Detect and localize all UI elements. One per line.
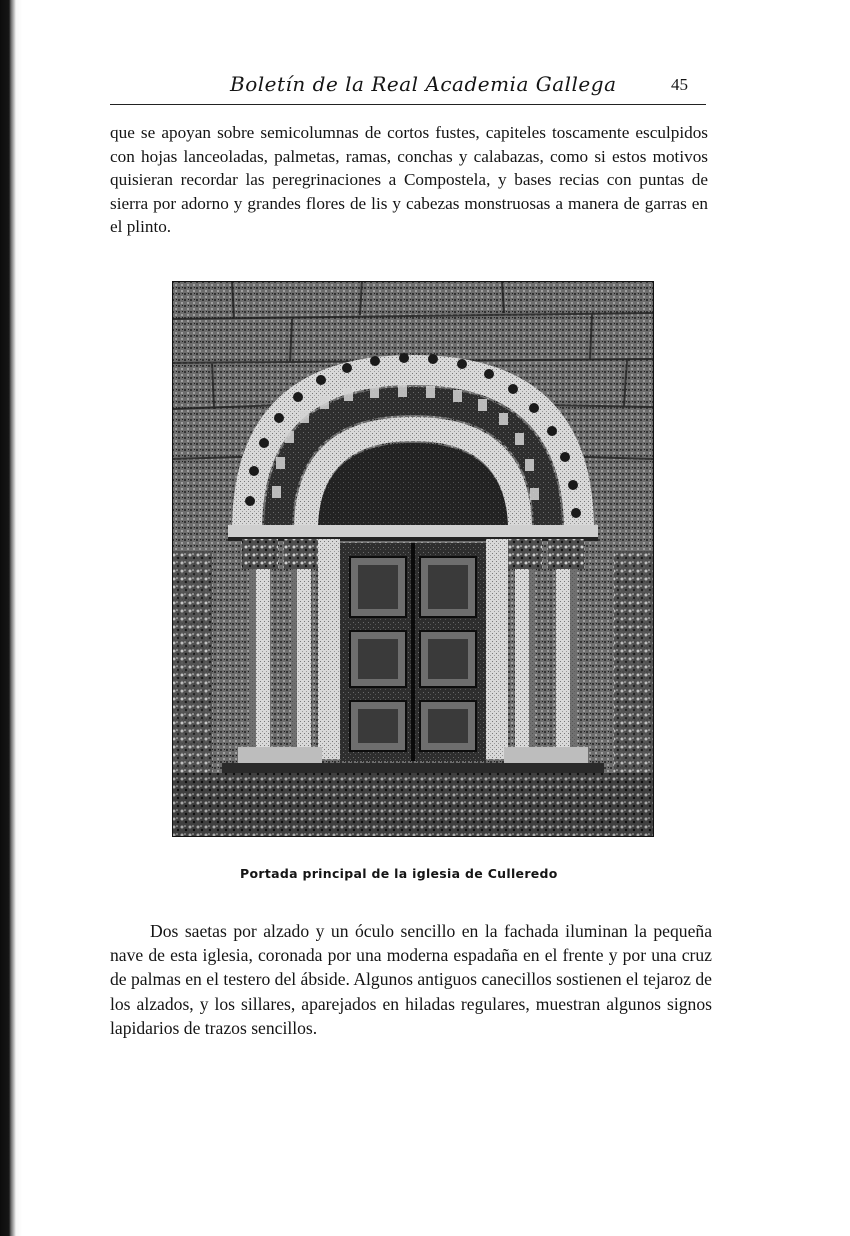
jamb-left — [318, 539, 340, 759]
page-binding-edge — [0, 0, 22, 1236]
capital-right-outer — [548, 539, 584, 569]
plinth — [222, 763, 604, 773]
capital-right-inner — [508, 539, 542, 569]
jamb-right — [486, 539, 508, 759]
impost-band — [228, 525, 598, 539]
capital-left-outer — [242, 539, 278, 569]
page-number: 45 — [671, 75, 688, 94]
paragraph-top: que se apoyan sobre semicolumnas de cortos fustes, capiteles toscamente esculpidos con hojas lanceoladas, palmetas, ramas, conchas y calabazas, como si estos motivos quisieran recordar las peregrinaciones a Compostela, y bases recias con puntas de sierra por adorno y grandes flores de lis y cabezas monstruosas a manera de garras en el plinto. — [110, 123, 708, 236]
figure-caption: Portada principal de la iglesia de Culleredo — [240, 866, 558, 881]
capital-left-inner — [284, 539, 318, 569]
base-left — [238, 747, 322, 763]
paragraph-bottom: Dos saetas por alzado y un óculo sencillo en la fachada iluminan la pequeña nave de esta iglesia, coronada por una moderna espadaña en el frente y por una cruz de palmas en el testero del ábside. Algunos antiguos canecillos sostienen el tejaroz de los alzados, y los sillares, aparejados en hiladas regulares, muestran algunos signos lapidarios de trazos sencillos. — [110, 921, 712, 1038]
page-header — [110, 70, 706, 105]
base-right — [504, 747, 588, 763]
journal-title: Boletín de la Real Academia Gallega — [230, 72, 617, 96]
church-portal-photo — [172, 281, 654, 837]
